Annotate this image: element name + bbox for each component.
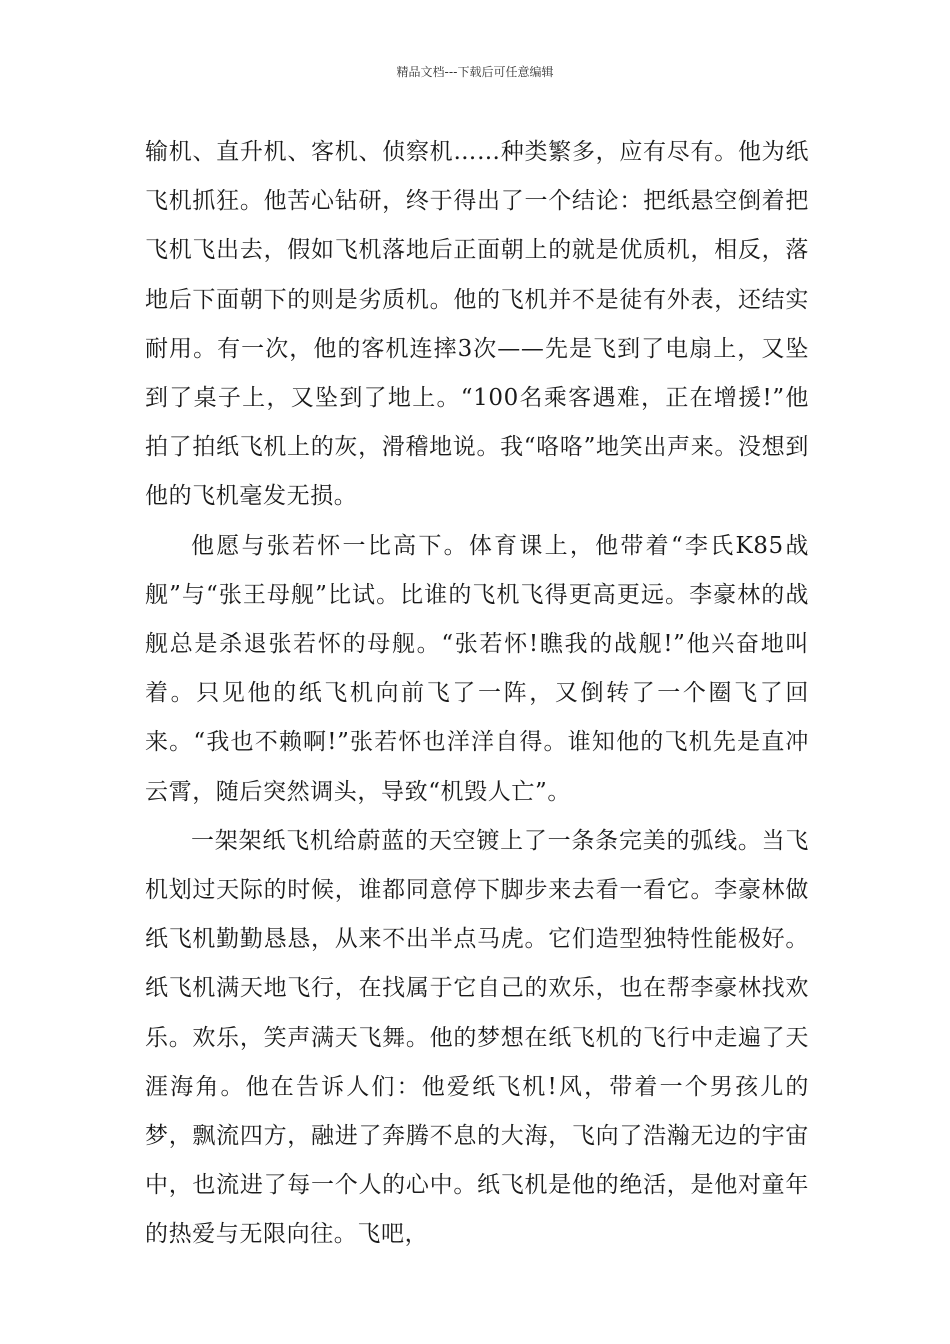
paragraph-2: 他愿与张若怀一比高下。体育课上，他带着“李氏K85战舰”与“张王母舰”比试。比谁的飞机飞得更高更远。李豪林的战舰总是杀退张若怀的母舰。“张若怀!瞧我的战舰!”他兴奋地叫着。只见他的纸飞机向前飞了一阵，又倒转了一个圈飞了回来。“我也不赖啊!”张若怀也洋洋自得。谁知他的飞机先是直冲云霄，随后突然调头，导致“机毁人亡”。: [145, 532, 809, 805]
page-header: 精品文档---下载后可任意编辑: [396, 65, 554, 79]
paragraph-3: 一架架纸飞机给蔚蓝的天空镀上了一条条完美的弧线。当飞机划过天际的时候，谁都同意停下脚步来去看一看它。李豪林做纸飞机勤勤恳恳，从来不出半点马虎。它们造型独特性能极好。纸飞机满天地飞行，在找属于它自己的欢乐，也在帮李豪林找欢乐。欢乐，笑声满天飞舞。他的梦想在纸飞机的飞行中走遍了天涯海角。他在告诉人们：他爱纸飞机!风，带着一个男孩儿的梦，飘流四方，融进了奔腾不息的大海，飞向了浩瀚无边的宇宙中，也流进了每一个人的心中。纸飞机是他的绝活，是他对童年的热爱与无限向往。飞吧，: [145, 827, 809, 1248]
paragraph-1: 输机、直升机、客机、侦察机……种类繁多，应有尽有。他为纸飞机抓狂。他苦心钻研，终于得出了一个结论：把纸悬空倒着把飞机飞出去，假如飞机落地后正面朝上的就是优质机，相反，落地后下面朝下的则是劣质机。他的飞机并不是徒有外表，还结实耐用。有一次，他的客机连摔3次——先是飞到了电扇上，又坠到了桌子上，又坠到了地上。“100名乘客遇难，正在增援!”他拍了拍纸飞机上的灰，滑稽地说。我“咯咯”地笑出声来。没想到他的飞机毫发无损。: [145, 139, 809, 510]
document-body: [145, 128, 809, 1260]
